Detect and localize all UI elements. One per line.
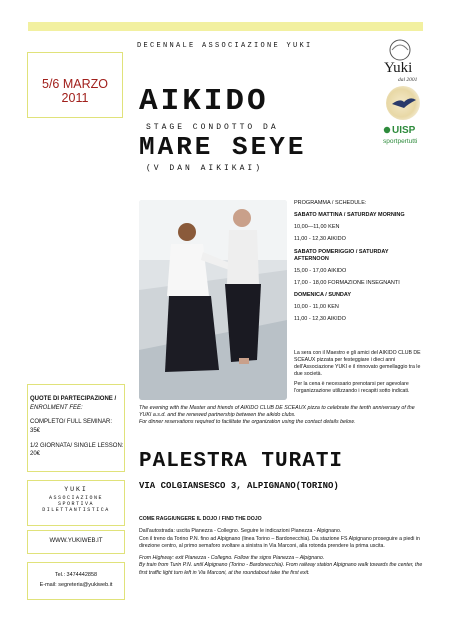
website-box: [27, 530, 125, 554]
directions-italian-2: Con il treno da Torino P.N. fino ad Alpignano (linea Torino – Bardonecchia). Da stazione FS Alpignano proseguire a piedi in direzione centro, al primo semaforo svoltare a sinistra in Via Marconi, alla rotonda prendere la prima uscita.: [139, 535, 420, 549]
fees-heading: QUOTE DI PARTECIPAZIONE /: [30, 396, 117, 402]
fees-heading-en: ENROLMENT FEE:: [30, 404, 83, 411]
event-date: 5/6 MARZO 2011: [42, 77, 108, 105]
stage-subtitle: STAGE CONDOTTO DA: [146, 123, 279, 132]
directions-italian-1: Dall'autostrada: uscita Pianezza - Collegno. Seguire le indicazioni Pianezza - Alpignano.: [139, 528, 342, 535]
aikido-photo: [139, 200, 287, 400]
contact-box: [27, 562, 125, 600]
dinner-note-english: [139, 405, 424, 426]
saturday-morning-heading: SABATO MATTINA / SATURDAY MORNING: [294, 212, 405, 219]
org-name: YUKI: [64, 486, 88, 493]
teacher-rank: (V DAN AIKIKAI): [146, 164, 264, 173]
org-line1: ASSOCIAZIONE: [48, 495, 103, 501]
schedule-block: [294, 200, 424, 329]
fee-full-label: COMPLETO/ FULL SEMINAR:: [30, 419, 113, 426]
fees-content: [30, 395, 125, 459]
email-address[interactable]: E-mail: segreteria@yukiweb.it: [39, 582, 113, 588]
directions-heading: COME RAGGIUNGERE IL DOJO / FIND THE DOJO: [139, 516, 262, 522]
main-title: AIKIDO: [139, 84, 269, 119]
yuki-logo: [382, 38, 422, 84]
venue-name: PALESTRA TURATI: [139, 450, 344, 473]
dinner-note-2: Per la cena è necessario prenotarsi per agevolare l'organizzazione utilizzando i recapiti sotto indicati.: [294, 381, 410, 395]
top-accent-bar: [28, 22, 423, 31]
org-line3: DILETTANTISTICA: [42, 507, 110, 513]
fee-full-price: 35€: [30, 428, 41, 435]
schedule-item: 10,00 - 11,00 KEN: [294, 304, 339, 311]
directions-english-2: By train from Turin P.N. until Alpignano (Torino - Bardonecchia). From railway station Alpignano walk towards the center, the first traffic light turn left in Via Marconi, at the roundabout take the first exit.: [139, 562, 423, 576]
dinner-note-english-2: For dinner reservations required to facilitate the organization using the contact details below.: [139, 419, 356, 426]
association-heading: DECENNALE ASSOCIAZIONE YUKI: [137, 42, 313, 50]
schedule-item: 11,00 - 12,30 AIKIDO: [294, 316, 346, 323]
fee-single: 1/2 GIORNATA/ SINGLE LESSON: 20€: [30, 442, 124, 458]
bird-emblem-logo: [386, 86, 420, 120]
dinner-note-1: La sera con il Maestro e gli amici del AIKIDO CLUB DE SCEAUX pizzata per festeggiare i dieci anni dell'Associazione YUKI e il rinnovato gemellaggio tra le due società.: [294, 350, 421, 378]
uisp-logo: [382, 122, 426, 148]
uisp-tagline: sportpertutti: [383, 138, 418, 145]
organization-box: [27, 480, 125, 526]
venue-address: VIA COLGIANSESCO 3, ALPIGNANO(TORINO): [139, 481, 339, 491]
yuki-since-text: dal 2001: [398, 77, 418, 83]
directions-block: [139, 516, 429, 582]
directions-english-1: From Highway: exit Pianezza - Collegno. Follow the signs Pianezza – Alpignano.: [139, 555, 325, 562]
sunday-heading: DOMENICA / SUNDAY: [294, 292, 352, 299]
dinner-note-italian: [294, 350, 424, 395]
teacher-name: MARE SEYE: [139, 132, 307, 162]
uisp-text: UISP: [392, 125, 416, 136]
yuki-logo-text: Yuki: [384, 60, 413, 76]
schedule-item: 11,00 - 12,30 AIKIDO: [294, 236, 346, 243]
website-link[interactable]: WWW.YUKIWEB.IT: [49, 538, 103, 544]
schedule-heading: PROGRAMMA / SCHEDULE:: [294, 200, 367, 206]
dinner-note-english-1: The evening with the Master and friends of AIKIDO CLUB DE SCEAUX pizza to celebrate the tenth anniversary of the YUKI a.s.d. and the renewed partnership between the aikido clubs.: [139, 405, 415, 419]
date-box: [27, 52, 123, 118]
phone-number: Tel.: 3474442858: [54, 572, 98, 578]
org-line2: SPORTIVA: [57, 501, 94, 507]
schedule-item: 10,00—11,00 KEN: [294, 224, 340, 231]
schedule-item: 15,00 - 17,00 AIKIDO: [294, 267, 347, 274]
schedule-item: 17,00 - 18,00 FORMAZIONE INSEGNANTI: [294, 279, 400, 286]
saturday-afternoon-heading: SABATO POMERIGGIO / SATURDAY AFTERNOON: [294, 248, 389, 262]
